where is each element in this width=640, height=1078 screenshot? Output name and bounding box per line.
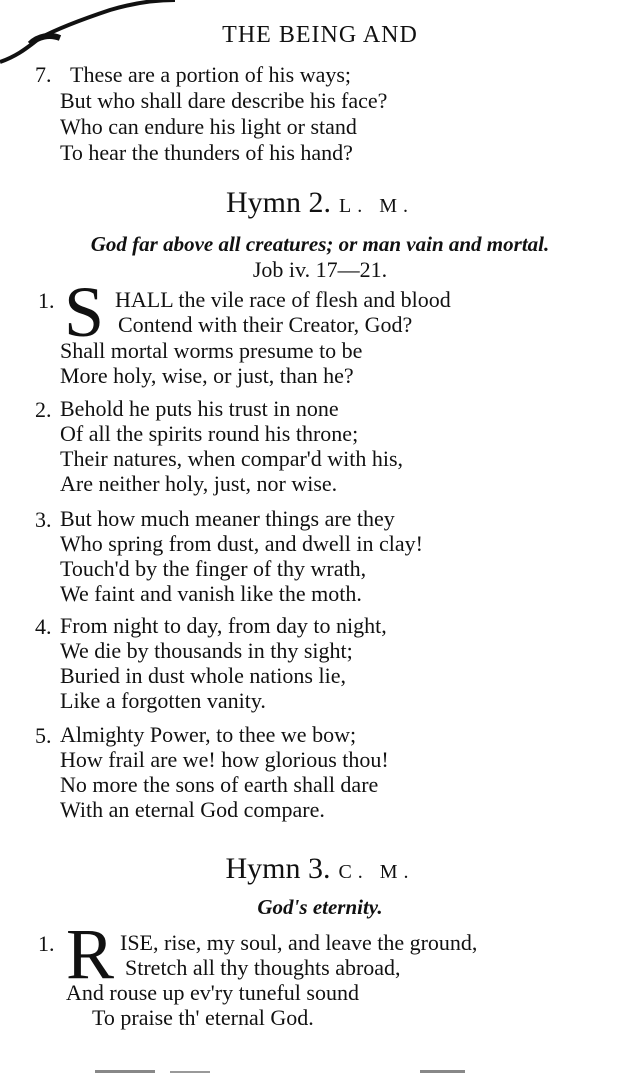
verse-line: ISE, rise, my soul, and leave the ground, (120, 930, 478, 955)
hymn-number: Hymn 3. (225, 852, 331, 885)
hymn-number: Hymn 2. (226, 186, 331, 219)
verse-line: Like a forgotten vanity. (60, 688, 266, 713)
cut-off-text-mark (0, 1066, 640, 1078)
scripture-reference: Job iv. 17—21. (252, 257, 388, 282)
verse-line: And rouse up ev'ry tuneful sound (66, 980, 359, 1005)
verse-line: But who shall dare describe his face? (60, 88, 388, 113)
verse-line: To hear the thunders of his hand? (60, 140, 353, 165)
verse-line: From night to day, from day to night, (60, 613, 387, 638)
verse-line: We die by thousands in thy sight; (60, 638, 353, 663)
hymn-meter: L. M. (339, 195, 414, 217)
verse-line: Of all the spirits round his throne; (60, 421, 359, 446)
verse-line: Touch'd by the finger of thy wrath, (60, 556, 367, 581)
verse-line: Almighty Power, to thee we bow; (60, 722, 357, 747)
verse-line: More holy, wise, or just, than he? (60, 363, 354, 388)
hymn-title (0, 852, 640, 886)
running-head: THE BEING AND (222, 22, 418, 48)
hymn-meter: C. M. (338, 861, 415, 883)
drop-cap: S (64, 272, 105, 352)
stanza-number: 3. (35, 507, 52, 532)
stanza-number: 4. (35, 614, 52, 639)
verse-line: Their natures, when compar'd with his, (60, 446, 404, 471)
verse-line: Behold he puts his trust in none (60, 396, 339, 421)
verse-line: These are a portion of his ways; (70, 62, 352, 87)
hymn-subtitle: God far above all creatures; or man vain and mortal. (90, 232, 550, 256)
verse-line: Contend with their Creator, God? (118, 312, 413, 337)
verse-line: Shall mortal worms presume to be (60, 338, 363, 363)
verse-line: Are neither holy, just, nor wise. (60, 471, 338, 496)
stanza-number: 1. (38, 288, 55, 313)
verse-line: Buried in dust whole nations lie, (60, 663, 346, 688)
verse-line: No more the sons of earth shall dare (60, 772, 379, 797)
stanza-number: 2. (35, 397, 52, 422)
verse-line: Who spring from dust, and dwell in clay! (60, 531, 423, 556)
verse-line: Who can endure his light or stand (60, 114, 357, 139)
hymn-subtitle: God's eternity. (257, 895, 383, 919)
stanza-number: 7. (35, 62, 52, 87)
hymn-title (0, 186, 640, 220)
verse-line: HALL the vile race of flesh and blood (115, 287, 451, 312)
drop-cap: R (66, 914, 115, 994)
verse-line: How frail are we! how glorious thou! (60, 747, 389, 772)
verse-line: Stretch all thy thoughts abroad, (125, 955, 401, 980)
stanza-number: 1. (38, 931, 55, 956)
stanza-number: 5. (35, 723, 52, 748)
verse-line: We faint and vanish like the moth. (60, 581, 362, 606)
verse-line: With an eternal God compare. (60, 797, 325, 822)
verse-line: But how much meaner things are they (60, 506, 395, 531)
verse-line: To praise th' eternal God. (92, 1005, 314, 1030)
